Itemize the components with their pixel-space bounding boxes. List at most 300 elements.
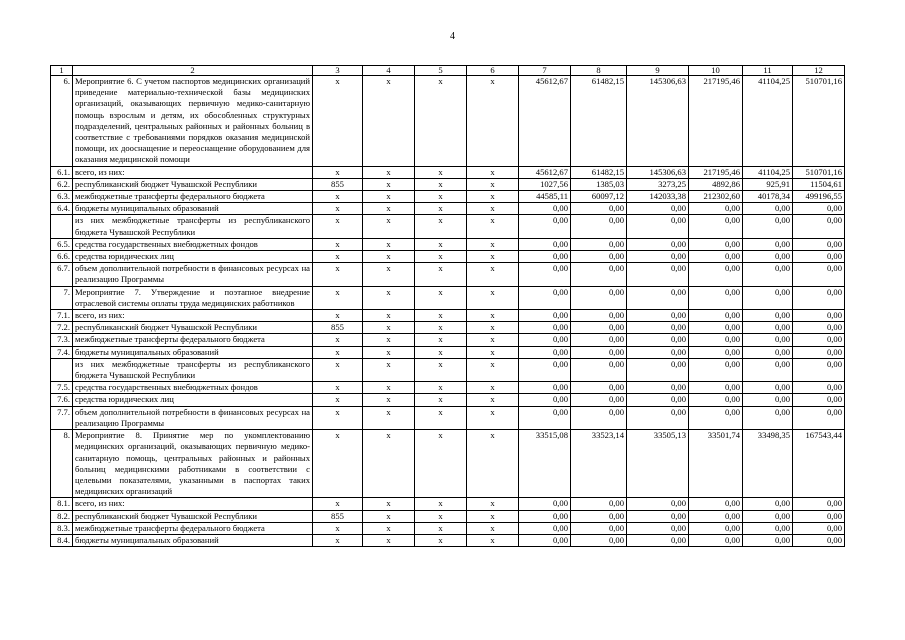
code-cell: x (467, 178, 519, 190)
code-cell: x (467, 76, 519, 167)
value-cell: 145306,63 (627, 76, 689, 167)
value-cell: 0,00 (793, 382, 845, 394)
table-row (51, 322, 845, 334)
column-number: 7 (519, 66, 571, 76)
column-number: 3 (313, 66, 363, 76)
value-cell: 0,00 (627, 263, 689, 286)
table-row (51, 76, 845, 167)
row-name: Мероприятие 7. Утверждение и поэтапное внедрение отраслевой системы оплаты труда медицинских работников (73, 286, 313, 309)
value-cell: 0,00 (793, 406, 845, 429)
code-cell: x (467, 203, 519, 215)
value-cell: 0,00 (627, 310, 689, 322)
page-number: 4 (450, 31, 455, 42)
value-cell: 0,00 (627, 394, 689, 406)
row-number: 6.2. (51, 178, 73, 190)
table-row (51, 334, 845, 346)
code-cell: x (467, 534, 519, 546)
column-number: 8 (571, 66, 627, 76)
value-cell: 0,00 (571, 406, 627, 429)
table-row (51, 382, 845, 394)
value-cell: 0,00 (793, 286, 845, 309)
row-name: Мероприятие 6. С учетом паспортов медицинских организаций приведение материально-технической базы медицинских организаций, оказывающих первичную медико-санитарную помощь взрослым и детям, их обособленных структурных подразделений, центральных районных и районных больниц в соответствие с требованиями порядков оказания медицинской помощи, их дооснащение и переоснащение оборудованием для оказания медицинской помощи (73, 76, 313, 167)
code-cell: x (363, 334, 415, 346)
code-cell: x (467, 191, 519, 203)
code-cell: x (415, 510, 467, 522)
code-cell: x (313, 215, 363, 238)
code-cell: x (467, 263, 519, 286)
table-row (51, 178, 845, 190)
table-row (51, 510, 845, 522)
value-cell: 41104,25 (743, 76, 793, 167)
code-cell: x (363, 286, 415, 309)
row-number: 6.7. (51, 263, 73, 286)
value-cell: 0,00 (627, 358, 689, 381)
code-cell: x (467, 522, 519, 534)
code-cell: x (363, 406, 415, 429)
value-cell: 0,00 (743, 346, 793, 358)
value-cell: 0,00 (689, 406, 743, 429)
value-cell: 0,00 (793, 522, 845, 534)
row-number: 7.3. (51, 334, 73, 346)
code-cell: x (313, 382, 363, 394)
value-cell: 0,00 (627, 534, 689, 546)
code-cell: x (415, 334, 467, 346)
code-cell: x (313, 406, 363, 429)
code-cell: x (313, 334, 363, 346)
code-cell: x (415, 310, 467, 322)
code-cell: x (363, 191, 415, 203)
value-cell: 1027,56 (519, 178, 571, 190)
value-cell: 0,00 (793, 346, 845, 358)
code-cell: x (313, 358, 363, 381)
row-name: средства государственных внебюджетных фондов (73, 382, 313, 394)
table-row (51, 498, 845, 510)
code-cell: x (313, 498, 363, 510)
value-cell: 0,00 (519, 510, 571, 522)
value-cell: 0,00 (571, 203, 627, 215)
column-number: 11 (743, 66, 793, 76)
code-cell: x (415, 251, 467, 263)
row-number: 6.4. (51, 203, 73, 215)
column-number: 1 (51, 66, 73, 76)
value-cell: 0,00 (743, 310, 793, 322)
value-cell: 11504,61 (793, 178, 845, 190)
code-cell: x (363, 178, 415, 190)
code-cell: 855 (313, 510, 363, 522)
table-row (51, 263, 845, 286)
value-cell: 217195,46 (689, 76, 743, 167)
code-cell: x (415, 322, 467, 334)
row-name: бюджеты муниципальных образований (73, 346, 313, 358)
value-cell: 142033,38 (627, 191, 689, 203)
value-cell: 0,00 (519, 498, 571, 510)
row-number: 7.7. (51, 406, 73, 429)
code-cell: x (415, 534, 467, 546)
code-cell: x (363, 430, 415, 498)
row-name: всего, из них: (73, 310, 313, 322)
value-cell: 0,00 (627, 510, 689, 522)
code-cell: x (363, 310, 415, 322)
value-cell: 510701,16 (793, 76, 845, 167)
value-cell: 0,00 (793, 322, 845, 334)
row-name: Мероприятие 8. Принятие мер по укомплектованию медицинских организаций, оказывающих первичную медико-санитарную помощь, центральных районных и районных больниц медицинскими работниками в соответствии с целевыми показателями, указанными в паспортах таких медицинских организаций (73, 430, 313, 498)
value-cell: 3273,25 (627, 178, 689, 190)
table-row (51, 430, 845, 498)
code-cell: x (363, 215, 415, 238)
table-row (51, 394, 845, 406)
value-cell: 0,00 (689, 238, 743, 250)
code-cell: x (467, 166, 519, 178)
code-cell: x (467, 286, 519, 309)
code-cell: x (415, 358, 467, 381)
column-numbers-row (51, 66, 845, 76)
value-cell: 0,00 (689, 263, 743, 286)
table-row (51, 406, 845, 429)
value-cell: 4892,86 (689, 178, 743, 190)
code-cell: x (467, 406, 519, 429)
value-cell: 0,00 (571, 286, 627, 309)
code-cell: x (313, 346, 363, 358)
value-cell: 0,00 (793, 358, 845, 381)
code-cell: x (363, 322, 415, 334)
table-row (51, 346, 845, 358)
value-cell: 0,00 (571, 394, 627, 406)
value-cell: 0,00 (689, 522, 743, 534)
code-cell: x (313, 430, 363, 498)
column-number: 5 (415, 66, 467, 76)
row-name: объем дополнительной потребности в финансовых ресурсах на реализацию Программы (73, 406, 313, 429)
value-cell: 0,00 (743, 263, 793, 286)
code-cell: 855 (313, 322, 363, 334)
value-cell: 167543,44 (793, 430, 845, 498)
value-cell: 0,00 (627, 215, 689, 238)
column-number: 12 (793, 66, 845, 76)
value-cell: 0,00 (793, 263, 845, 286)
value-cell: 0,00 (519, 215, 571, 238)
code-cell: x (313, 394, 363, 406)
value-cell: 0,00 (519, 263, 571, 286)
code-cell: x (467, 322, 519, 334)
code-cell: x (313, 310, 363, 322)
code-cell: x (415, 178, 467, 190)
value-cell: 0,00 (627, 238, 689, 250)
value-cell: 0,00 (571, 498, 627, 510)
value-cell: 0,00 (519, 310, 571, 322)
value-cell: 145306,63 (627, 166, 689, 178)
table-row (51, 522, 845, 534)
code-cell: x (415, 76, 467, 167)
code-cell: x (363, 382, 415, 394)
budget-table (50, 65, 845, 547)
value-cell: 0,00 (627, 382, 689, 394)
code-cell: x (415, 346, 467, 358)
value-cell: 45612,67 (519, 166, 571, 178)
code-cell: x (467, 394, 519, 406)
value-cell: 0,00 (627, 346, 689, 358)
code-cell: x (467, 510, 519, 522)
value-cell: 0,00 (689, 498, 743, 510)
value-cell: 60097,12 (571, 191, 627, 203)
value-cell: 0,00 (743, 215, 793, 238)
value-cell: 0,00 (627, 286, 689, 309)
value-cell: 0,00 (743, 510, 793, 522)
row-name: средства государственных внебюджетных фондов (73, 238, 313, 250)
row-number: 7.4. (51, 346, 73, 358)
value-cell: 0,00 (793, 334, 845, 346)
value-cell: 0,00 (689, 358, 743, 381)
value-cell: 0,00 (519, 346, 571, 358)
value-cell: 0,00 (793, 498, 845, 510)
code-cell: x (467, 358, 519, 381)
row-number: 7. (51, 286, 73, 309)
value-cell: 0,00 (627, 322, 689, 334)
code-cell: x (415, 286, 467, 309)
code-cell: x (415, 166, 467, 178)
code-cell: x (467, 430, 519, 498)
value-cell: 61482,15 (571, 166, 627, 178)
value-cell: 33515,08 (519, 430, 571, 498)
value-cell: 0,00 (571, 346, 627, 358)
row-name: всего, из них: (73, 498, 313, 510)
value-cell: 0,00 (743, 251, 793, 263)
code-cell: x (415, 191, 467, 203)
value-cell: 510701,16 (793, 166, 845, 178)
row-number: 6.3. (51, 191, 73, 203)
column-number: 6 (467, 66, 519, 76)
table-row (51, 238, 845, 250)
value-cell: 0,00 (743, 238, 793, 250)
table-row (51, 358, 845, 381)
row-number: 8.1. (51, 498, 73, 510)
code-cell: x (363, 510, 415, 522)
row-number: 7.6. (51, 394, 73, 406)
code-cell: x (363, 498, 415, 510)
row-name: бюджеты муниципальных образований (73, 203, 313, 215)
code-cell: x (363, 522, 415, 534)
row-name: средства юридических лиц (73, 394, 313, 406)
code-cell: x (363, 166, 415, 178)
code-cell: x (313, 534, 363, 546)
table-row (51, 310, 845, 322)
column-number: 9 (627, 66, 689, 76)
value-cell: 0,00 (689, 534, 743, 546)
row-number: 8. (51, 430, 73, 498)
value-cell: 0,00 (571, 334, 627, 346)
value-cell: 0,00 (743, 322, 793, 334)
value-cell: 0,00 (743, 334, 793, 346)
code-cell: x (363, 346, 415, 358)
value-cell: 0,00 (571, 522, 627, 534)
value-cell: 0,00 (743, 286, 793, 309)
row-name: межбюджетные трансферты федерального бюджета (73, 334, 313, 346)
code-cell: x (363, 394, 415, 406)
value-cell: 0,00 (689, 394, 743, 406)
value-cell: 0,00 (627, 251, 689, 263)
code-cell: 855 (313, 178, 363, 190)
code-cell: x (313, 191, 363, 203)
value-cell: 0,00 (571, 238, 627, 250)
value-cell: 0,00 (627, 406, 689, 429)
code-cell: x (467, 251, 519, 263)
code-cell: x (363, 358, 415, 381)
value-cell: 1385,03 (571, 178, 627, 190)
value-cell: 41104,25 (743, 166, 793, 178)
value-cell: 45612,67 (519, 76, 571, 167)
value-cell: 33501,74 (689, 430, 743, 498)
table-row (51, 534, 845, 546)
row-number: 8.3. (51, 522, 73, 534)
value-cell: 0,00 (689, 310, 743, 322)
code-cell: x (313, 76, 363, 167)
value-cell: 0,00 (627, 203, 689, 215)
value-cell: 0,00 (743, 203, 793, 215)
value-cell: 0,00 (519, 382, 571, 394)
code-cell: x (415, 203, 467, 215)
value-cell: 499196,55 (793, 191, 845, 203)
value-cell: 925,91 (743, 178, 793, 190)
code-cell: x (415, 430, 467, 498)
value-cell: 0,00 (689, 286, 743, 309)
value-cell: 61482,15 (571, 76, 627, 167)
value-cell: 0,00 (519, 394, 571, 406)
value-cell: 40178,34 (743, 191, 793, 203)
value-cell: 212302,60 (689, 191, 743, 203)
row-name: межбюджетные трансферты федерального бюджета (73, 522, 313, 534)
value-cell: 0,00 (793, 510, 845, 522)
table-row (51, 191, 845, 203)
row-name: из них межбюджетные трансферты из республиканского бюджета Чувашской Республики (73, 358, 313, 381)
value-cell: 0,00 (689, 215, 743, 238)
value-cell: 0,00 (689, 203, 743, 215)
code-cell: x (313, 166, 363, 178)
column-number: 4 (363, 66, 415, 76)
value-cell: 0,00 (571, 534, 627, 546)
value-cell: 0,00 (571, 322, 627, 334)
row-number (51, 358, 73, 381)
value-cell: 0,00 (793, 215, 845, 238)
table-row (51, 215, 845, 238)
code-cell: x (415, 406, 467, 429)
value-cell: 0,00 (519, 334, 571, 346)
value-cell: 0,00 (571, 510, 627, 522)
value-cell: 0,00 (689, 334, 743, 346)
value-cell: 0,00 (743, 534, 793, 546)
value-cell: 0,00 (743, 394, 793, 406)
value-cell: 0,00 (793, 310, 845, 322)
code-cell: x (467, 334, 519, 346)
code-cell: x (363, 76, 415, 167)
value-cell: 33523,14 (571, 430, 627, 498)
value-cell: 0,00 (571, 263, 627, 286)
value-cell: 0,00 (519, 358, 571, 381)
value-cell: 0,00 (627, 334, 689, 346)
code-cell: x (313, 238, 363, 250)
code-cell: x (467, 215, 519, 238)
value-cell: 0,00 (519, 203, 571, 215)
code-cell: x (467, 310, 519, 322)
value-cell: 0,00 (743, 522, 793, 534)
code-cell: x (467, 498, 519, 510)
value-cell: 0,00 (689, 510, 743, 522)
value-cell: 0,00 (689, 346, 743, 358)
code-cell: x (313, 522, 363, 534)
table-row (51, 166, 845, 178)
value-cell: 0,00 (519, 322, 571, 334)
column-number: 2 (73, 66, 313, 76)
code-cell: x (363, 238, 415, 250)
row-name: республиканский бюджет Чувашской Республики (73, 510, 313, 522)
table-row (51, 251, 845, 263)
row-name: республиканский бюджет Чувашской Республики (73, 178, 313, 190)
value-cell: 0,00 (743, 406, 793, 429)
value-cell: 0,00 (571, 215, 627, 238)
code-cell: x (467, 346, 519, 358)
value-cell: 0,00 (519, 238, 571, 250)
value-cell: 44585,11 (519, 191, 571, 203)
table-row (51, 286, 845, 309)
code-cell: x (313, 203, 363, 215)
value-cell: 33498,35 (743, 430, 793, 498)
code-cell: x (415, 238, 467, 250)
row-number: 7.2. (51, 322, 73, 334)
row-number: 6.6. (51, 251, 73, 263)
row-number (51, 215, 73, 238)
value-cell: 0,00 (519, 251, 571, 263)
row-number: 8.4. (51, 534, 73, 546)
value-cell: 0,00 (519, 534, 571, 546)
code-cell: x (363, 263, 415, 286)
code-cell: x (467, 382, 519, 394)
value-cell: 0,00 (571, 382, 627, 394)
code-cell: x (415, 263, 467, 286)
value-cell: 0,00 (743, 498, 793, 510)
value-cell: 217195,46 (689, 166, 743, 178)
value-cell: 0,00 (689, 251, 743, 263)
code-cell: x (363, 534, 415, 546)
row-name: из них межбюджетные трансферты из республиканского бюджета Чувашской Республики (73, 215, 313, 238)
value-cell: 0,00 (793, 203, 845, 215)
value-cell: 0,00 (793, 534, 845, 546)
value-cell: 0,00 (627, 498, 689, 510)
row-name: объем дополнительной потребности в финансовых ресурсах на реализацию Программы (73, 263, 313, 286)
row-name: средства юридических лиц (73, 251, 313, 263)
row-name: межбюджетные трансферты федерального бюджета (73, 191, 313, 203)
code-cell: x (313, 286, 363, 309)
value-cell: 0,00 (571, 358, 627, 381)
value-cell: 0,00 (743, 382, 793, 394)
code-cell: x (363, 251, 415, 263)
row-name: республиканский бюджет Чувашской Республики (73, 322, 313, 334)
code-cell: x (415, 394, 467, 406)
value-cell: 0,00 (793, 251, 845, 263)
value-cell: 0,00 (519, 406, 571, 429)
code-cell: x (415, 215, 467, 238)
row-number: 6. (51, 76, 73, 167)
code-cell: x (467, 238, 519, 250)
row-number: 6.1. (51, 166, 73, 178)
value-cell: 33505,13 (627, 430, 689, 498)
value-cell: 0,00 (793, 394, 845, 406)
row-number: 7.5. (51, 382, 73, 394)
value-cell: 0,00 (627, 522, 689, 534)
table-row (51, 203, 845, 215)
row-name: бюджеты муниципальных образований (73, 534, 313, 546)
code-cell: x (415, 498, 467, 510)
code-cell: x (415, 522, 467, 534)
row-name: всего, из них: (73, 166, 313, 178)
value-cell: 0,00 (571, 251, 627, 263)
row-number: 7.1. (51, 310, 73, 322)
